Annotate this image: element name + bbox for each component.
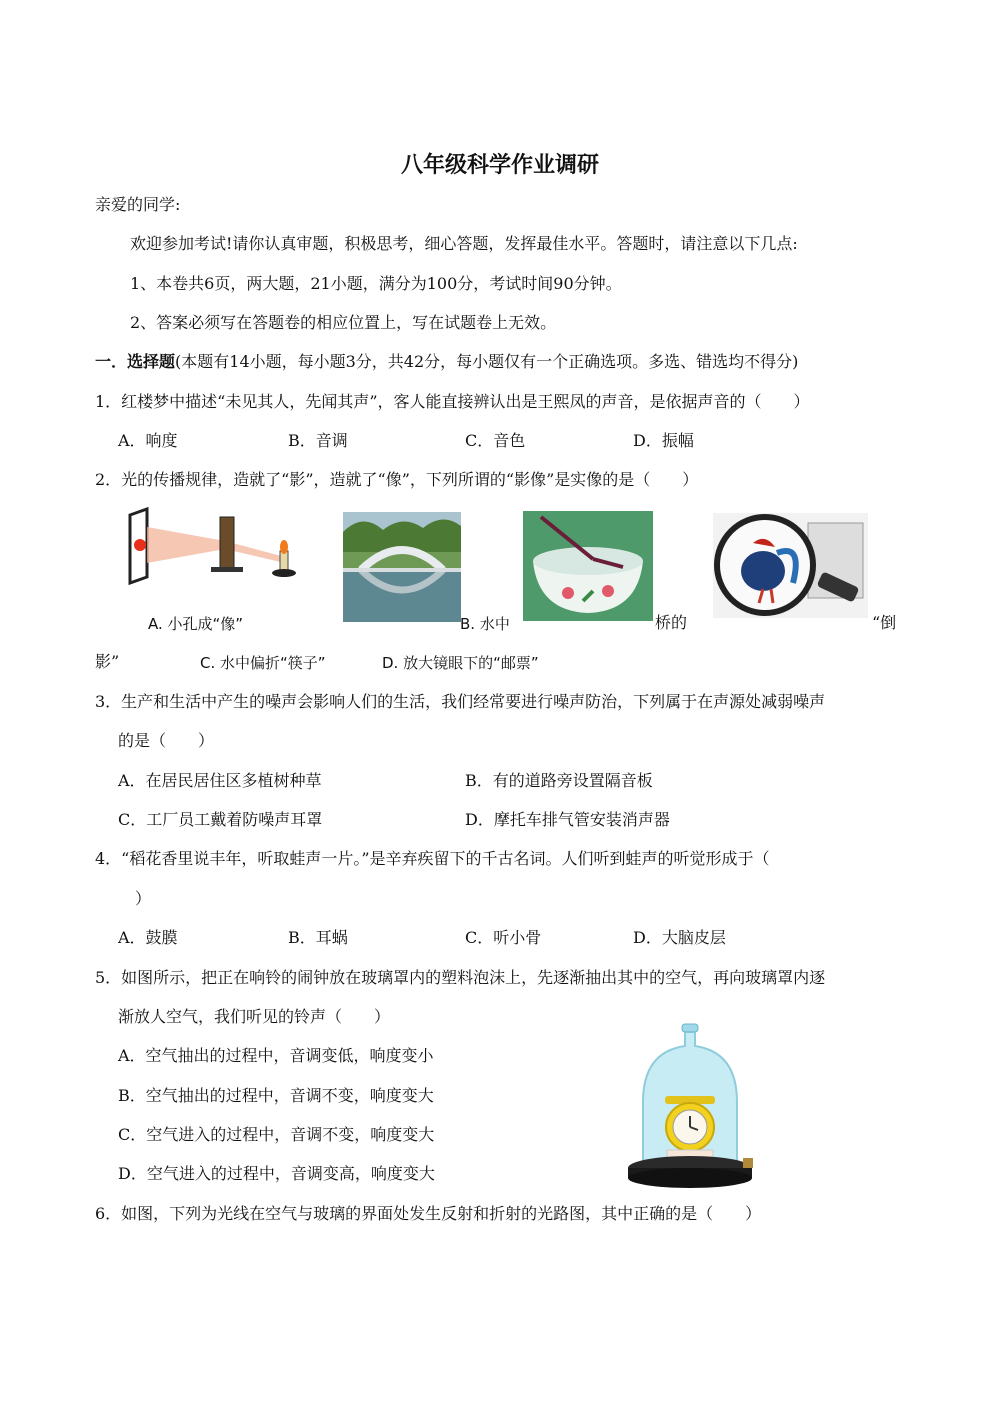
note-2: 2、答案必须写在答题卷的相应位置上，写在试题卷上无效。: [130, 313, 557, 332]
q3-option-d: D．摩托车排气管安装消声器: [465, 810, 670, 829]
greeting: 亲爱的同学:: [95, 195, 181, 214]
q4-option-d: D．大脑皮层: [633, 928, 726, 947]
q5-option-d: D．空气进入的过程中，音调变高，响度变大: [118, 1164, 435, 1183]
note-1: 1、本卷共6页，两大题，21小题，满分为100分，考试时间90分钟。: [130, 274, 622, 293]
q4-stem-2: ）: [135, 889, 152, 908]
q2-stem: 2．光的传播规律，造就了“影”，造就了“像”，下列所谓的“影像”是实像的是（ ）: [95, 470, 699, 489]
q4-stem: 4．“稻花香里说丰年，听取蛙声一片。”是辛弃疾留下的千古名词。人们听到蛙声的听觉形成于（: [95, 849, 770, 868]
chopstick-bowl-image: [523, 511, 653, 621]
intro-text: 欢迎参加考试!请你认真审题，积极思考，细心答题，发挥最佳水平。答题时，请注意以下几点:: [130, 234, 798, 253]
q3-option-a: A．在居民居住区多植树种草: [118, 771, 322, 790]
q2-caption-c: C. 水中偏折“筷子”: [200, 654, 326, 672]
q6-stem: 6．如图，下列为光线在空气与玻璃的界面处发生反射和折射的光路图，其中正确的是（ ）: [95, 1204, 762, 1223]
q1-option-c: C．音色: [465, 431, 526, 450]
q3-stem: 3．生产和生活中产生的噪声会影响人们的生活，我们经常要进行噪声防治，下列属于在声源处减弱噪声: [95, 692, 826, 711]
page-title: 八年级科学作业调研: [400, 152, 599, 178]
q4-option-b: B．耳蜗: [288, 928, 348, 947]
q1-option-a: A．响度: [118, 431, 178, 450]
q5-option-a: A．空气抽出的过程中，音调变低，响度变小: [118, 1046, 434, 1065]
magnifier-stamp-image: [713, 513, 868, 618]
q2-caption-b-3: “倒: [872, 613, 897, 632]
q2-caption-b: B. 水中: [460, 615, 510, 633]
q4-option-c: C．听小骨: [465, 928, 542, 947]
section-desc: (本题有14小题，每小题3分，共42分，每小题仅有一个正确选项。多选、错选均不得分): [175, 352, 799, 371]
q1-stem: 1．红楼梦中描述“未见其人，先闻其声”，客人能直接辨认出是王熙凤的声音，是依据声音的（ ）: [95, 392, 810, 411]
q5-option-c: C．空气进入的过程中，音调不变，响度变大: [118, 1125, 435, 1144]
q2-caption-b-4: 影”: [95, 652, 120, 671]
bell-jar-clock-image: [625, 1022, 755, 1190]
q1-option-d: D．振幅: [633, 431, 694, 450]
q2-caption-d: D. 放大镜眼下的“邮票”: [382, 654, 539, 672]
q5-stem-2: 渐放人空气，我们听见的铃声（ ）: [118, 1007, 391, 1026]
bridge-reflection-image: [343, 512, 461, 622]
q5-option-b: B．空气抽出的过程中，音调不变，响度变大: [118, 1086, 434, 1105]
q3-option-c: C．工厂员工戴着防噪声耳罩: [118, 810, 323, 829]
pinhole-image: [125, 505, 305, 585]
q1-option-b: B．音调: [288, 431, 348, 450]
q4-option-a: A．鼓膜: [118, 928, 178, 947]
q3-stem-2: 的是（ ）: [118, 731, 215, 750]
q2-caption-a: A. 小孔成“像”: [148, 615, 244, 633]
section-heading: [95, 352, 798, 372]
q2-caption-b-2: 桥的: [655, 613, 688, 632]
section-label: 一．选择题: [95, 352, 176, 371]
q5-stem: 5．如图所示，把正在响铃的闹钟放在玻璃罩内的塑料泡沫上，先逐渐抽出其中的空气，再向玻璃罩内逐: [95, 968, 826, 987]
q3-option-b: B．有的道路旁设置隔音板: [465, 771, 653, 790]
